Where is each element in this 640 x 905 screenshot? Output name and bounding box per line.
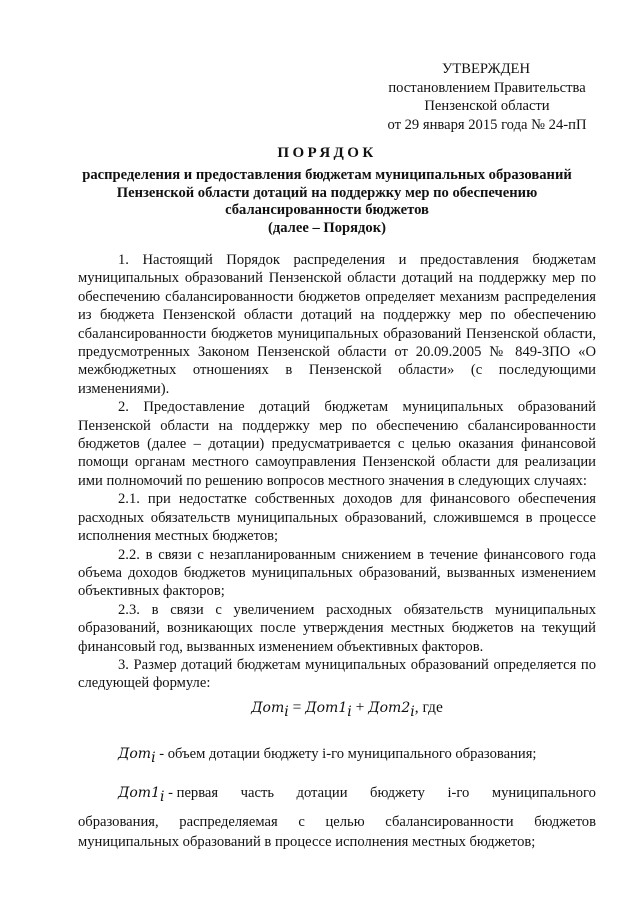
title-line: сбалансированности бюджетов	[225, 202, 429, 219]
paragraph-2-2: 2.2. в связи с незапланированным снижением в течение финансового года объема доходов бюджетов муниципальных образований, вызванных изменением объективных факторов;	[78, 546, 596, 600]
title-line: распределения и предоставления бюджетам муниципальных образований	[82, 166, 572, 183]
definition-dot1-line2: образования, распределяемая с целью сбалансированности бюджетов	[78, 813, 596, 830]
definition-dot: Дот$_i$ - объем дотации бюджету i-го муниципального образования;	[118, 745, 537, 766]
formula-lhs: Дот	[251, 699, 285, 716]
formula-term-2: Дот2	[368, 699, 411, 716]
paragraph-2-3: 2.3. в связи с увеличением расходных обязательств муниципальных образований, возникающих после утверждения местных бюджетов на текущий финансовый год, вызванных изменением объективных факторов.	[78, 601, 596, 655]
approval-date: от 29 января 2015 года № 24-пП	[387, 116, 587, 133]
paragraph-2-1: 2.1. при недостатке собственных доходов для финансового обеспечения расходных обязательств муниципальных образований, сложившемся в процессе исполнения местных бюджетов;	[78, 491, 596, 545]
approval-line: постановлением Правительства	[388, 79, 586, 96]
document-title	[64, 145, 590, 238]
formula-term-1: Дот1	[305, 699, 348, 716]
paragraph-3: 3. Размер дотаций бюджетам муниципальных образований определяется по следующей формуле:	[78, 656, 596, 692]
approval-stamp	[362, 60, 612, 134]
definition-dot1-line3: муниципальных образований в процессе исполнения местных бюджетов;	[78, 833, 536, 850]
formula: $Дот_i = Дот1_i + Дот2_i$, где	[251, 698, 443, 720]
title-main: ПОРЯДОК	[277, 145, 377, 161]
paragraph-1: 1. Настоящий Порядок распределения и предоставления бюджетам муниципальных образований Пензенской области дотаций на поддержку мер по обеспечению сбалансированности бюджетов определяет механизм распределения из бюджета Пензенской области дотаций на поддержку мер по обеспечению сбалансированности бюджетов муниципальных образований Пензенской области, предусмотренных Законом Пензенской области от 20.09.2005 № 849-ЗПО «О межбюджетных отношениях в Пензенской области» (с последующими изменениями).	[78, 252, 596, 397]
title-line: (далее – Порядок)	[267, 220, 386, 237]
definition-dot1: $Дот1_i$ - первая часть дотации бюджету i-го муниципального	[118, 784, 596, 805]
paragraph-2: 2. Предоставление дотаций бюджетам муниципальных образований Пензенской области на поддержку мер по обеспечению сбалансированности бюджетов (далее – дотации) предусматривается с целью оказания финансовой помощи органам местного самоуправления Пензенской области для реализации ими полномочий по решению вопросов местного значения в следующих случаях:	[78, 399, 596, 489]
document-body	[78, 251, 596, 852]
title-line: Пензенской области дотаций на поддержку мер по обеспечению	[116, 184, 538, 201]
approval-line: Пензенской области	[424, 98, 550, 114]
approval-heading: УТВЕРЖДЕН	[442, 61, 530, 77]
